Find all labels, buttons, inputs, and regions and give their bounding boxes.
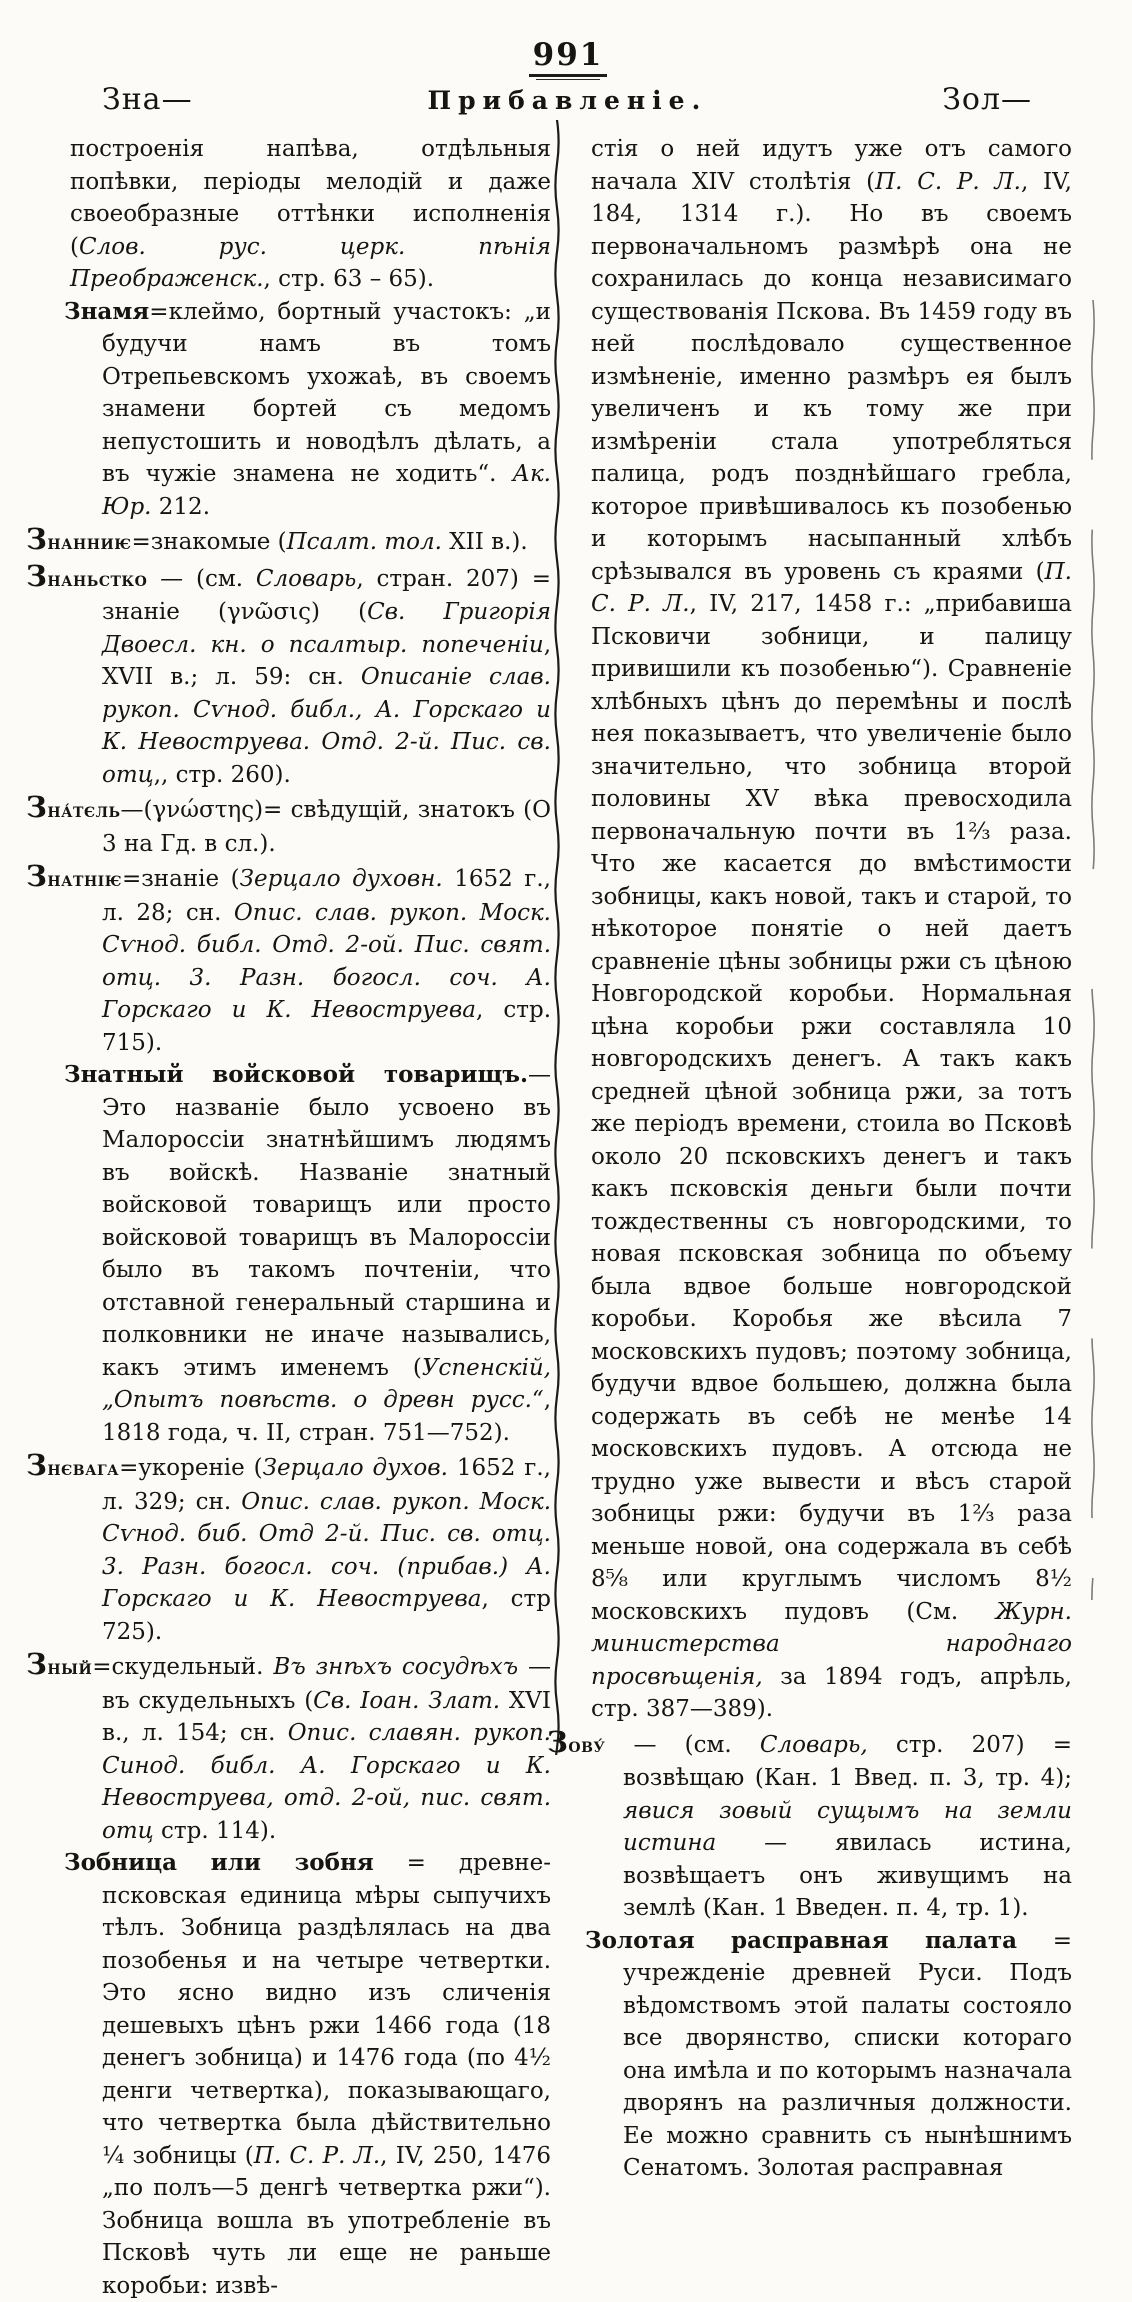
entry-text-run: , стр. 715).: [102, 997, 552, 1056]
entry-headword: Знаньстко: [26, 558, 148, 593]
entry-text-run: , IV, 184, 1314 г.). Но въ своемъ первоначальномъ размѣрѣ она не сохранилась до конца независимаго существованія Пскова. Въ 1459 году въ ней послѣдовало существенное измѣненіе, именно размѣръ ея былъ увеличенъ и къ тому же при измѣреніи стала употребляться палица, родъ позднѣйшаго гребла, которое привѣшивалось къ позобенью и которымъ насыпанный хлѣбъ срѣзывался въ уровень съ краями (: [591, 168, 1072, 585]
dictionary-entry: [26, 859, 552, 1059]
running-header: [64, 82, 1072, 117]
entry-text-run: 212.: [151, 493, 211, 520]
entry-text-run: , IV, 217, 1458 г.: „прибавиша Псковичи зобници, и палицу привишили къ позобенью“). Сравненіе хлѣбныхъ цѣнъ до перемѣны и послѣ нея показываетъ, что увеличеніе было значительно, что зобница второй половины XV вѣка превосходила первоначальную почти въ 1²⁄₃ раза. Что же касается до вмѣстимости зобницы, какъ новой, такъ и старой, то нѣкоторое понятіе о ней даетъ сравненіе цѣны зобницы ржи съ цѣною Новгородской коробьи. Нормальная цѣна коробьи ржи составляла 10 новгородскихъ денегъ. А такъ какъ средней цѣной зобница ржи, за тотъ же періодъ времени, стоила во Псковѣ около 20 псковскихъ денегъ и такъ какъ псковскія деньги были почти тождественны съ новгородскими, то новая псковская зобница по объему была вдвое больше новгородской коробьи. Коробья же вѣсила 7 московскихъ пудовъ; поэтому зобница, будучи вдвое большею, должна была содержать въ себѣ не менѣе 14 московскихъ пудовъ. А отсюда не трудно уже вывести и вѣсъ старой зобницы ржи: будучи въ 1²⁄₃ раза меньше новой, она содержала въ себѣ 8⁵⁄₈ или круглымъ числомъ 8¹⁄₂ московскихъ пудовъ (См.: [591, 591, 1072, 1625]
left-column: [26, 133, 552, 2302]
entry-text-run: — (см.: [605, 1731, 760, 1758]
entry-text-run: 1652 г., л. 28; сн.: [102, 866, 551, 926]
dictionary-entry: [26, 790, 551, 860]
entry-text-run: = учрежденіе древней Руси. Подъ вѣдомствомъ этой палаты состояло все дворянство, списки котораго она имѣла и по которымъ назначала дворянъ на различныя должности. Ее можно сравнить съ нынѣшнимъ Сенатомъ. Золотая расправная: [623, 1927, 1072, 2181]
entry-headword: Золотая расправная палата: [585, 1926, 1017, 1954]
entry-text-run: =клеймо, бортный участокъ: „и будучи намъ въ томъ Отрепьевскомъ ухожаѣ, въ своемъ знамени бортей съ медомъ непустошить и новодѣлъ дѣлать, а въ чужіе знамена не ходить“.: [102, 298, 551, 487]
entry-text-run: =скудельный.: [92, 1654, 274, 1680]
header-section-title: Прибавленіе.: [427, 86, 708, 115]
citation-italic-text: явися зовый сущымъ на земли истина: [623, 1797, 1072, 1856]
dictionary-entry: [547, 1724, 1072, 1925]
right-column: [547, 133, 1072, 2302]
text-columns: [26, 133, 1072, 2302]
citation-italic-text: Журн. министерства народнаго просвѣщенія,: [591, 1598, 1072, 1690]
entry-text-run: — въ скудельныхъ (: [102, 1654, 552, 1714]
entry-text-run: XVI в., л. 154; сн.: [102, 1687, 551, 1746]
entry-headword: Знатніѥ: [26, 859, 122, 893]
citation-italic-text: Зерцало духов.: [262, 1455, 448, 1481]
entry-headword: Знанниѥ: [26, 522, 132, 556]
citation-italic-text: П. С. Р. Л.: [591, 558, 1072, 617]
entry-text-run: =знаніе (: [121, 866, 240, 892]
entry-text-run: , стран. 207) = знаніе (γνῶσις) (: [102, 565, 551, 625]
page-number-rule: [529, 74, 607, 77]
entry-text-run: ,, стр. 260).: [153, 761, 291, 788]
entry-headword: Зна́тєль: [26, 790, 121, 824]
citation-italic-text: Ак. Юр.: [102, 461, 551, 520]
entry-text-run: —(γνώστης)= свѣдущій, знатокъ (О 3 на Гд. в сл.).: [102, 797, 551, 857]
citation-italic-text: Словарь,: [759, 1731, 868, 1758]
entry-headword: Зову́: [547, 1724, 606, 1759]
entry-text-run: = древне-псковская единица мѣры сыпучихъ тѣлъ. Зобница раздѣлялась на два позобенья и на четыре четвертки. Это ясно видно изъ сличенія дешевыхъ цѣнъ ржи 1466 года (18 денегъ зобница) и 1476 года (по 4¹⁄₂ денги четвертка), показывающаго, что четвертка была дѣйствительно ¹⁄₄ зобницы (: [102, 1850, 551, 2169]
page-number-rule-2: [536, 79, 600, 80]
entry-text-run: , XVII в.; л. 59: сн.: [102, 631, 551, 690]
citation-italic-text: Описаніе слав. рукоп. Сѵнод. библ., А. Горскаго и К. Невоструева. Отд. 2-й. Пис. св. отц: [102, 664, 551, 788]
citation-italic-text: Опис. слав. рукоп. Моск. Сѵнод. биб. Отд 2-й. Пис. св. отц. 3. Разн. богосл. соч. (прибав.) А. Горскаго и К. Невоструева: [102, 1488, 552, 1612]
continuation-paragraph: [64, 133, 551, 296]
entry-text-run: , 1818 года, ч. II, стран. 751—752).: [102, 1387, 551, 1446]
citation-italic-text: Слов. рус. церк. пѣнія Преображенск.: [70, 233, 551, 292]
citation-italic-text: Св. Григорія Двоесл. кн. о псалтыр. попеченіи: [102, 599, 551, 658]
dictionary-entry: [64, 1059, 551, 1449]
entry-text-run: , стр 725).: [102, 1586, 552, 1645]
header-guide-word-right: Зол—: [942, 82, 1032, 117]
entry-headword: Знатный войсковой товарищъ.: [64, 1061, 528, 1088]
citation-italic-text: П. С. Р. Л.: [253, 2142, 381, 2169]
dictionary-entry: [26, 1448, 552, 1648]
entry-text-run: стія о ней идутъ уже отъ самого начала XIV столѣтія (: [591, 136, 1072, 195]
dictionary-entry: [26, 558, 551, 792]
page-number-block: [64, 37, 1072, 80]
entry-headword: Знєвага: [26, 1448, 120, 1482]
dictionary-entry: [26, 1647, 552, 1847]
column-divider: [552, 120, 562, 1755]
page-edge-artifact: [1088, 300, 1098, 1600]
citation-italic-text: Св. Іоан. Злат.: [313, 1687, 501, 1714]
citation-italic-text: Зерцало духовн.: [239, 866, 443, 892]
entry-text-run: построенія напѣва, отдѣльныя попѣвки, періоды мелодій и даже своеобразные оттѣнки исполненія (: [70, 136, 551, 260]
entry-text-run: =укореніе (: [119, 1455, 263, 1481]
entry-text-run: , IV, 250, 1476 „по полъ—5 денгѣ четвертка ржи“). Зобница вошла въ употребленіе въ Псковѣ чуть ли еще не раньше коробьи: извѣ-: [102, 2142, 551, 2299]
page-number: 991: [532, 37, 604, 73]
entry-headword: Зобница или зобня: [64, 1849, 374, 1876]
dictionary-entry: [64, 296, 551, 524]
citation-italic-text: Успенскій, „Опытъ повѣств. о древн русс.“: [102, 1354, 551, 1413]
dictionary-entry: [64, 1847, 551, 2302]
entry-text-run: за 1894 годъ, апрѣль, стр. 387—389).: [591, 1663, 1072, 1722]
citation-italic-text: Опис. слав. рукоп. Моск. Сѵнод. библ. Отд. 2-ой. Пис. свят. отц. 3. Разн. богосл. соч. А. Горскаго и К. Невоструева: [102, 899, 551, 1023]
dictionary-entry: [26, 522, 551, 560]
entry-text-run: , стр. 63 – 65).: [263, 266, 435, 292]
dictionary-entry: [585, 1925, 1072, 2185]
entry-text-run: 1652 г., л. 329; сн.: [102, 1455, 551, 1515]
entry-text-run: стр. 207) = возвѣщаю (Кан. 1 Введ. п. 3, тр. 4);: [623, 1731, 1072, 1791]
entry-headword: Зный: [26, 1647, 93, 1681]
entry-text-run: — явилась истина, возвѣщаетъ онъ живущимъ на землѣ (Кан. 1 Введен. п. 4, тр. 1).: [623, 1830, 1072, 1921]
entry-text-run: =знакомые (: [131, 529, 287, 555]
entry-text-run: XII в.).: [441, 529, 528, 555]
entry-headword: Знамя: [64, 297, 150, 325]
entry-text-run: — (см.: [147, 565, 256, 592]
entry-text-run: —Это названіе было усвоено въ Малороссіи знатнѣйшимъ людямъ въ войскѣ. Названіе знатный войсковой товарищъ или просто войсковой товарищъ въ Малороссіи было въ такомъ почтеніи, что отставной генеральный старшина и полковники не иначе назывались, какъ этимъ именемъ (: [102, 1062, 551, 1381]
header-guide-word-left: Зна—: [102, 82, 193, 117]
citation-italic-text: П. С. Р. Л.: [875, 168, 1021, 195]
citation-italic-text: Словарь: [255, 565, 357, 592]
entry-text-run: стр. 114).: [153, 1817, 277, 1844]
citation-italic-text: Псалт. тол.: [286, 529, 442, 555]
continuation-paragraph: [585, 133, 1072, 1726]
citation-italic-text: Въ знѣхъ сосудѣхъ: [273, 1654, 519, 1680]
citation-italic-text: Опис. славян. рукоп. Синод. библ. А. Горскаго и К. Невоструева, отд. 2-ой, пис. свят. отц: [102, 1720, 551, 1844]
